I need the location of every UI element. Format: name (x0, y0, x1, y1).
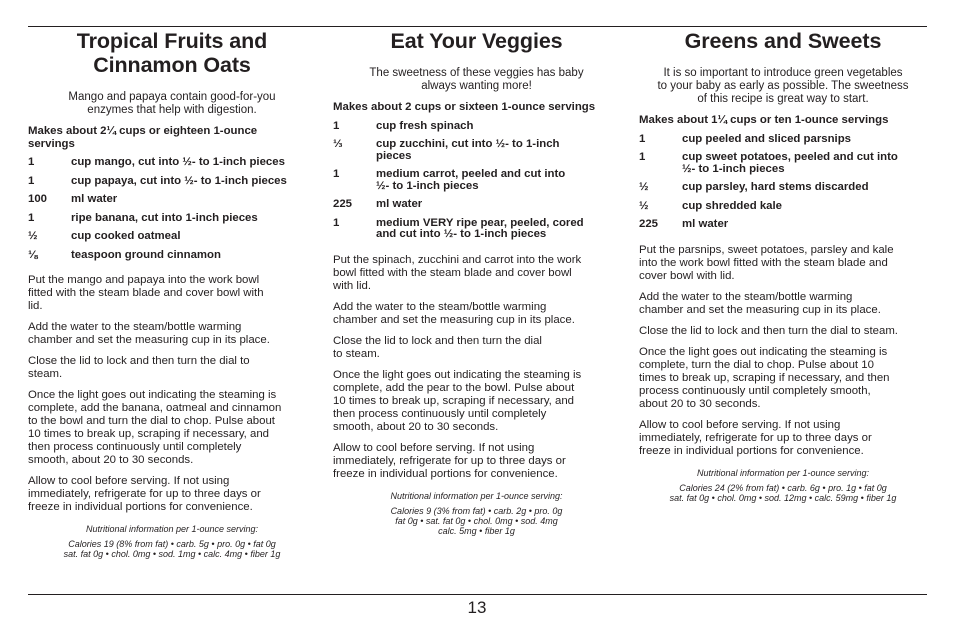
nutrition-title: Nutritional information per 1-ounce serving: (85, 524, 259, 534)
ingredient-row (639, 219, 927, 231)
ingredient-row (639, 182, 927, 194)
ingredient-qty: ½ (28, 230, 38, 242)
recipe-column-1 (28, 29, 316, 559)
nutrition-line: fat 0g • sat. fat 0g • chol. 0mg • sod. 4mg (395, 515, 558, 526)
ingredient-row (28, 213, 316, 225)
ingredient-qty: 1 (639, 151, 646, 163)
method-steps (333, 254, 620, 481)
ingredient-row (333, 169, 620, 192)
bottom-rule (28, 594, 927, 595)
ingredient-list (28, 157, 316, 261)
ingredient-desc: cup mango, cut into ½- to 1-inch pieces (71, 156, 285, 168)
ingredient-list (333, 121, 620, 241)
ingredient-desc: cup cooked oatmeal (71, 230, 181, 242)
method-step: Once the light goes out indicating the steaming is complete, add the pear to the bowl. Pulse about 10 times to break up, scraping if necessary, and then process continuously until completely smooth, about 20 to 30 seconds. (333, 368, 582, 433)
ingredient-row (333, 121, 620, 133)
ingredient-row (28, 231, 316, 243)
servings-yield: Makes about 2 cups or sixteen 1-ounce servings (333, 101, 596, 113)
recipe-title: Tropical Fruits and Cinnamon Oats (76, 29, 268, 77)
nutrition-line: Calories 19 (8% from fat) • carb. 5g • pro. 0g • fat 0g (68, 539, 276, 549)
ingredient-qty: ½ (639, 181, 649, 193)
recipe-column-2 (333, 29, 620, 536)
ingredient-row (28, 176, 316, 188)
ingredient-qty: 1 (333, 119, 340, 132)
method-step: Add the water to the steam/bottle warming chamber and set the measuring cup in its place. (28, 321, 270, 346)
recipe-intro: It is so important to introduce green vegetables to your baby as early as possible. The sweetness of this recipe is great way to start. (657, 67, 909, 105)
nutrition-line: sat. fat 0g • chol. 0mg • sod. 1mg • calc. 4mg • fiber 1g (63, 549, 281, 559)
ingredient-desc: teaspoon ground cinnamon (71, 248, 221, 261)
nutrition-line: Calories 24 (2% from fat) • carb. 6g • pro. 1g • fat 0g (679, 482, 887, 493)
recipe-intro: Mango and papaya contain good-for-you enzymes that help with digestion. (68, 91, 276, 116)
ingredient-row (333, 218, 620, 241)
method-step: Put the parsnips, sweet potatoes, parsley and kale into the work bowl fitted with the steam blade and cover bowl with lid. (639, 243, 894, 282)
nutrition-info (639, 468, 927, 503)
method-steps (639, 244, 927, 458)
method-step: Once the light goes out indicating the steaming is complete, add the banana, oatmeal and cinnamon to the bowl and turn the dial to chop. Pulse about 10 times to break up, scraping if necessary, and then process continuously until completely smooth, about 20 to 30 seconds. (28, 389, 282, 466)
method-step: Close the lid to lock and then turn the dial to steam. (333, 334, 542, 360)
ingredient-desc: ml water (376, 198, 423, 210)
ingredient-qty: ⅛ (28, 248, 38, 261)
ingredient-qty: 225 (333, 198, 353, 210)
ingredient-qty: ½ (639, 199, 649, 212)
ingredient-row (28, 157, 316, 169)
ingredient-desc: cup fresh spinach (376, 119, 474, 132)
ingredient-qty: 1 (28, 174, 35, 187)
ingredient-desc: ml water (71, 193, 118, 205)
nutrition-line: sat. fat 0g • chol. 0mg • sod. 12mg • calc. 59mg • fiber 1g (669, 492, 897, 503)
ingredient-qty: 1 (333, 168, 340, 180)
ingredient-desc: medium carrot, peeled and cut into ½- to 1-inch pieces (376, 168, 566, 192)
ingredient-row (639, 152, 927, 175)
method-step: Add the water to the steam/bottle warming chamber and set the measuring cup in its place. (333, 300, 575, 326)
ingredient-row (333, 199, 620, 211)
ingredient-row (28, 194, 316, 206)
ingredient-qty: 225 (639, 218, 659, 230)
method-steps (28, 274, 316, 514)
nutrition-line: calc. 5mg • fiber 1g (438, 525, 515, 536)
ingredient-desc: cup shredded kale (682, 199, 783, 212)
ingredient-desc: cup peeled and sliced parsnips (682, 132, 852, 145)
nutrition-info (28, 524, 316, 559)
method-step: Put the spinach, zucchini and carrot into the work bowl fitted with the steam blade and cover bowl with lid. (333, 253, 582, 292)
servings-yield: Makes about 1¼ cups or ten 1-ounce servings (639, 114, 889, 126)
method-step: Close the lid to lock and then turn the dial to steam. (28, 355, 250, 380)
ingredient-row (28, 250, 316, 262)
method-step: Close the lid to lock and then turn the dial to steam. (639, 324, 898, 337)
ingredient-qty: ⅓ (333, 138, 343, 150)
servings-yield: Makes about 2¼ cups or eighteen 1-ounce servings (28, 125, 258, 150)
ingredient-qty: 1 (639, 132, 646, 145)
ingredient-desc: medium VERY ripe pear, peeled, cored and cut into ½- to 1-inch pieces (376, 216, 584, 240)
method-step: Allow to cool before serving. If not using immediately, refrigerate for up to three days or freeze in individual portions for convenience. (639, 418, 872, 457)
ingredient-qty: 1 (28, 211, 35, 224)
method-step: Once the light goes out indicating the steaming is complete, turn the dial to chop. Pulse about 10 times to break up, scraping if necessary, and then process continuously until completely smooth, about 20 to 30 seconds. (639, 345, 890, 410)
ingredient-desc: ripe banana, cut into 1-inch pieces (71, 211, 258, 224)
ingredient-desc: cup parsley, hard stems discarded (682, 181, 869, 193)
ingredient-desc: cup sweet potatoes, peeled and cut into ½- to 1-inch pieces (682, 151, 898, 175)
ingredient-desc: cup zucchini, cut into ½- to 1-inch pieces (376, 138, 560, 162)
recipe-column-3 (639, 29, 927, 503)
nutrition-title: Nutritional information per 1-ounce serving: (696, 467, 870, 478)
ingredient-desc: ml water (682, 218, 729, 230)
method-step: Add the water to the steam/bottle warming chamber and set the measuring cup in its place. (639, 290, 881, 316)
method-step: Allow to cool before serving. If not using immediately, refrigerate for up to three days or freeze in individual portions for convenience. (28, 475, 261, 513)
nutrition-line: Calories 9 (3% from fat) • carb. 2g • pro. 0g (390, 505, 563, 516)
ingredient-desc: cup papaya, cut into ½- to 1-inch pieces (71, 174, 287, 187)
ingredient-qty: 100 (28, 193, 48, 205)
ingredient-row (639, 201, 927, 213)
recipe-intro: The sweetness of these veggies has baby always wanting more! (369, 67, 584, 92)
top-rule (28, 26, 927, 27)
method-step: Allow to cool before serving. If not using immediately, refrigerate for up to three days or freeze in individual portions for convenience. (333, 441, 566, 480)
ingredient-qty: 1 (28, 156, 35, 168)
page-number: 13 (467, 598, 487, 617)
ingredient-row (639, 134, 927, 146)
ingredient-list (639, 134, 927, 231)
ingredient-row (333, 139, 620, 162)
ingredient-qty: 1 (333, 216, 340, 229)
recipe-title: Eat Your Veggies (390, 29, 563, 53)
nutrition-info (333, 491, 620, 536)
nutrition-title: Nutritional information per 1-ounce serving: (390, 490, 563, 501)
recipe-title: Greens and Sweets (684, 29, 882, 53)
method-step: Put the mango and papaya into the work bowl fitted with the steam blade and cover bowl with lid. (28, 274, 264, 312)
